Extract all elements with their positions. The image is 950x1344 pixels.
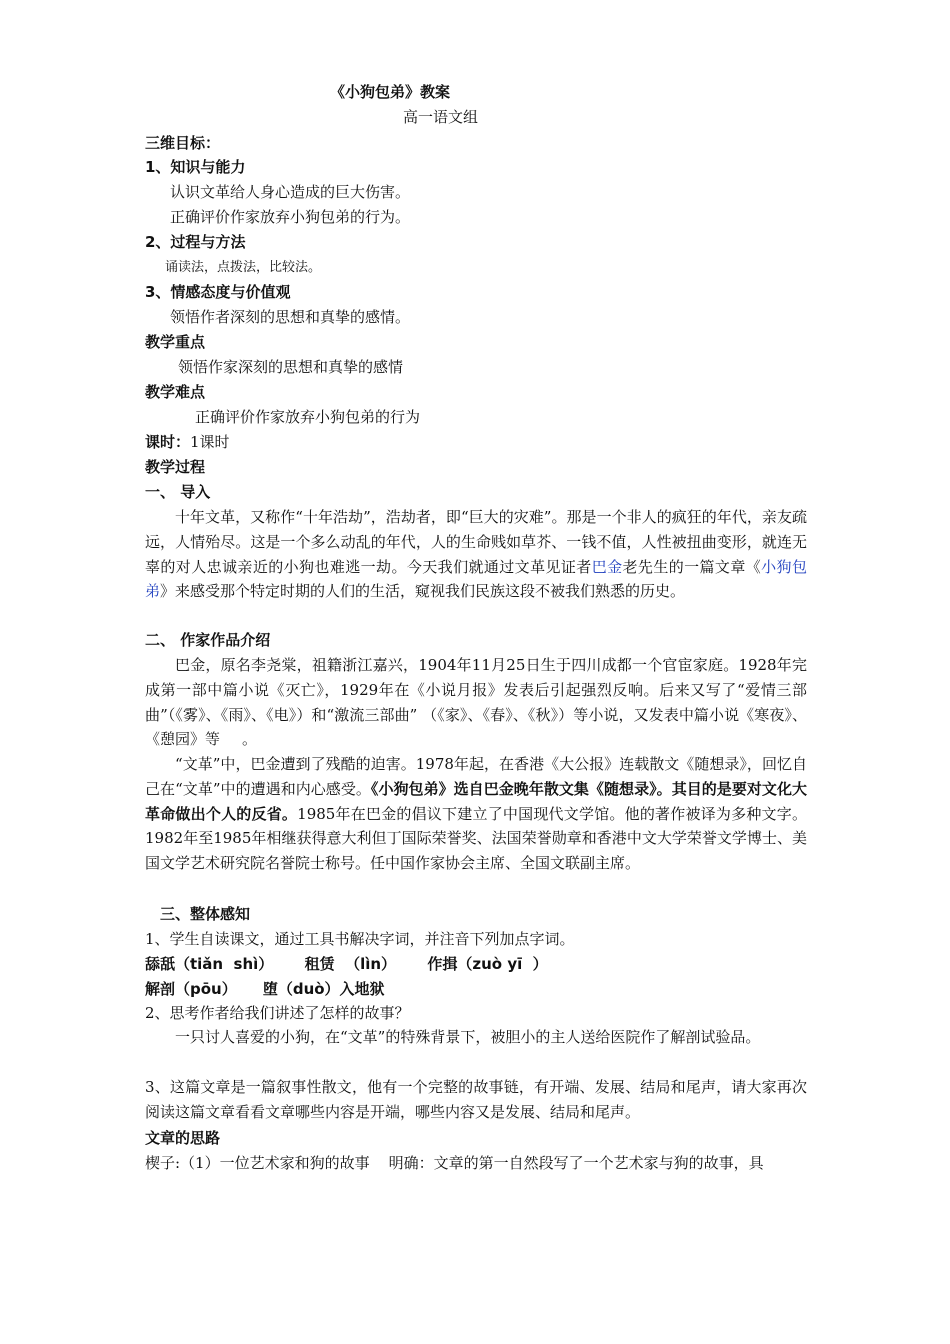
intro-paragraph	[145, 505, 807, 604]
knowledge-item-2: 正确评价作家放弃小狗包弟的行为。	[170, 208, 411, 226]
emotion-heading: 3、情感态度与价值观	[145, 283, 291, 301]
author-line: 高一语文组	[403, 108, 479, 126]
section-intro-heading: 一、 导入	[145, 483, 211, 501]
process-method-heading: 2、过程与方法	[145, 233, 246, 251]
author-paragraph-1-end: 。	[242, 730, 258, 749]
question-1: 1、学生自读课文，通过工具书解决字词，并注音下列加点字词。	[145, 930, 575, 948]
author-paragraph-2	[145, 752, 807, 876]
goals-heading: 三维目标：	[145, 134, 221, 152]
hours-line	[145, 432, 230, 452]
bajin-link[interactable]: 巴金	[591, 557, 623, 576]
key-point-heading: 教学重点	[145, 333, 206, 351]
author-paragraph-2-bold: 《小狗包弟》选自巴金晚年散文集《随想录》。其目的是要对文化大革命做出个人的反省。	[145, 779, 807, 823]
intro-text-c: 》来感受那个特定时期的人们的生活，窥视我们民族这段不被我们熟悉的历史。	[160, 582, 686, 601]
intro-text-b: 老先生的一篇文章《	[622, 557, 762, 576]
knowledge-item-1: 认识文革给人身心造成的巨大伤害。	[170, 183, 411, 201]
xiaogou-baodi-link[interactable]: 小狗包弟	[145, 557, 807, 601]
answer-2: 一只讨人喜爱的小狗，在“文革”的特殊背景下，被胆小的主人送给医院作了解剖试验品。	[175, 1028, 761, 1046]
question-3: 3、这篇文章是一篇叙事性散文，他有一个完整的故事链，有开端、发展、结局和尾声，请大家再次阅读这篇文章看看文章哪些内容是开端，哪些内容又是发展、结局和尾声。	[145, 1078, 807, 1121]
section-author-heading: 二、 作家作品介绍	[145, 631, 271, 649]
hours-label: 课时：	[145, 433, 191, 451]
difficulty-text: 正确评价作家放弃小狗包弟的行为	[195, 408, 421, 426]
pinyin-words-1: 舔舐（tiǎn shì） 租赁 （lìn） 作揖（zuò yī ）	[145, 955, 548, 973]
thought-heading: 文章的思路	[145, 1129, 221, 1147]
section-overview-heading: 三、整体感知	[160, 905, 251, 923]
author-paragraph-2-text-b: 1985年在巴金的倡议下建立了中国现代文学馆。他的著作被译为多种文字。1982年至1985年相继获得意大利但丁国际荣誉奖、法国荣誉勋章和香港中文大学荣誉文学博士、美国文学艺术研究院名誉院士称号。任中国作家协会主席、全国文联副主席。	[145, 804, 807, 873]
hours-value: 1课时	[190, 433, 230, 451]
teaching-process-heading: 教学过程	[145, 458, 206, 476]
intro-text-a: 十年文革，又称作“十年浩劫”，浩劫者，即“巨大的灾难”。那是一个非人的疯狂的年代，亲友疏远，人情殆尽。这是一个多么动乱的年代，人的生命贱如草芥、一钱不值，人性被扭曲变形，就连无辜的对人忠诚亲近的小狗也难逃一劫。今天我们就通过文革见证者	[145, 508, 807, 576]
key-point-text: 领悟作家深刻的思想和真挚的感情	[178, 358, 404, 376]
process-method-text: 诵读法，点拨法，比较法。	[165, 260, 322, 275]
author-paragraph-1	[145, 653, 807, 752]
pinyin-words-2: 解剖（pōu） 堕（duò）入地狱	[145, 980, 385, 998]
document-title: 《小狗包弟》教案	[330, 83, 451, 101]
difficulty-heading: 教学难点	[145, 383, 206, 401]
question-2: 2、思考作者给我们讲述了怎样的故事？	[145, 1004, 410, 1022]
author-paragraph-1-text: 巴金，原名李尧棠，祖籍浙江嘉兴，1904年11月25日生于四川成都一个官宦家庭。1928年完成第一部中篇小说《灭亡》，1929年在《小说月报》发表后引起强烈反响。后来又写了“爱情三部曲”（《雾》、《雨》、《电》）和“激流三部曲” （《家》、《春》、《秋》）等小说，又发表中篇小说《寒夜》、《憩园》等	[145, 656, 807, 749]
emotion-text: 领悟作者深刻的思想和真挚的感情。	[170, 308, 411, 326]
wedge-line: 楔子:（1）一位艺术家和狗的故事 明确：文章的第一自然段写了一个艺术家与狗的故事，具	[145, 1154, 764, 1172]
knowledge-heading: 1、知识与能力	[145, 158, 246, 176]
author-paragraph-2-text-a: “文革”中，巴金遭到了残酷的迫害。1978年起，在香港《大公报》连载散文《随想录》，回忆自己在“文革”中的遭遇和内心感受。	[145, 755, 807, 798]
